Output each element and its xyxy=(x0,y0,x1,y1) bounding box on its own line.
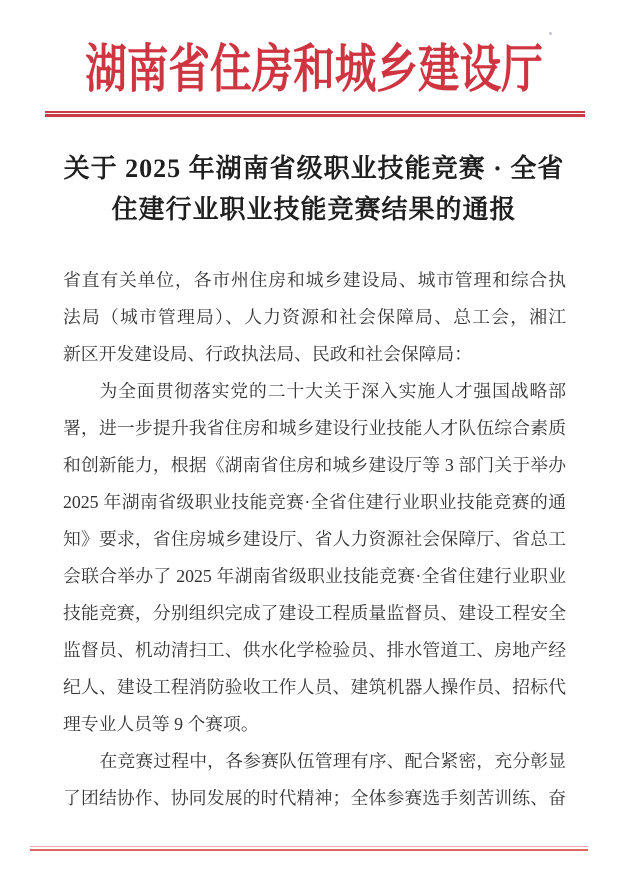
body-line-8: 知》要求，省住房城乡建设厅、省人力资源社会保障厅、省总工 xyxy=(63,529,566,549)
body-line-3: 新区开发建设局、行政执法局、民政和社会保障局： xyxy=(63,344,472,364)
document-body xyxy=(63,262,566,817)
body-line-13: 理专业人员等 9 个赛项。 xyxy=(63,714,259,734)
document-title-line-2: 住建行业职业技能竞赛结果的通报 xyxy=(111,195,517,224)
body-line-10: 技能竞赛，分别组织完成了建设工程质量监督员、建设工程安全 xyxy=(63,603,566,623)
body-line-4: 为全面贯彻落实党的二十大关于深入实施人才强国战略部 xyxy=(99,381,566,401)
body-line-5: 署，进一步提升我省住房和城乡建设行业技能人才队伍综合素质 xyxy=(63,418,566,438)
document-title-line-1: 关于 2025 年湖南省级职业技能竞赛 · 全省 xyxy=(63,154,565,183)
scan-artifact-dot xyxy=(549,32,552,35)
body-line-12: 纪人、建设工程消防验收工作人员、建筑机器人操作员、招标代 xyxy=(63,677,566,697)
letterhead-double-rule xyxy=(45,111,585,117)
body-line-15: 了团结协作、协同发展的时代精神；全体参赛选手刻苦训练、奋 xyxy=(63,788,566,808)
body-line-7: 2025 年湖南省级职业技能竞赛·全省住建行业职业技能竞赛的通 xyxy=(63,492,566,512)
body-line-2: 法局（城市管理局）、人力资源和社会保障局、总工会，湘江 xyxy=(63,307,566,327)
agency-name: 湖南省住房和城乡建设厅 xyxy=(85,41,543,99)
body-line-1: 省直有关单位，各市州住房和城乡建设局、城市管理和综合执 xyxy=(63,270,566,290)
body-line-9: 会联合举办了 2025 年湖南省级职业技能竞赛·全省住建行业职业 xyxy=(63,566,566,586)
footer-rule xyxy=(30,846,588,851)
body-line-11: 监督员、机动清扫工、供水化学检验员、排水管道工、房地产经 xyxy=(63,640,566,660)
body-line-6: 和创新能力，根据《湖南省住房和城乡建设厅等 3 部门关于举办 xyxy=(63,455,566,475)
document-title xyxy=(0,148,628,230)
body-line-14: 在竞赛过程中，各参赛队伍管理有序、配合紧密，充分彰显 xyxy=(99,751,566,771)
